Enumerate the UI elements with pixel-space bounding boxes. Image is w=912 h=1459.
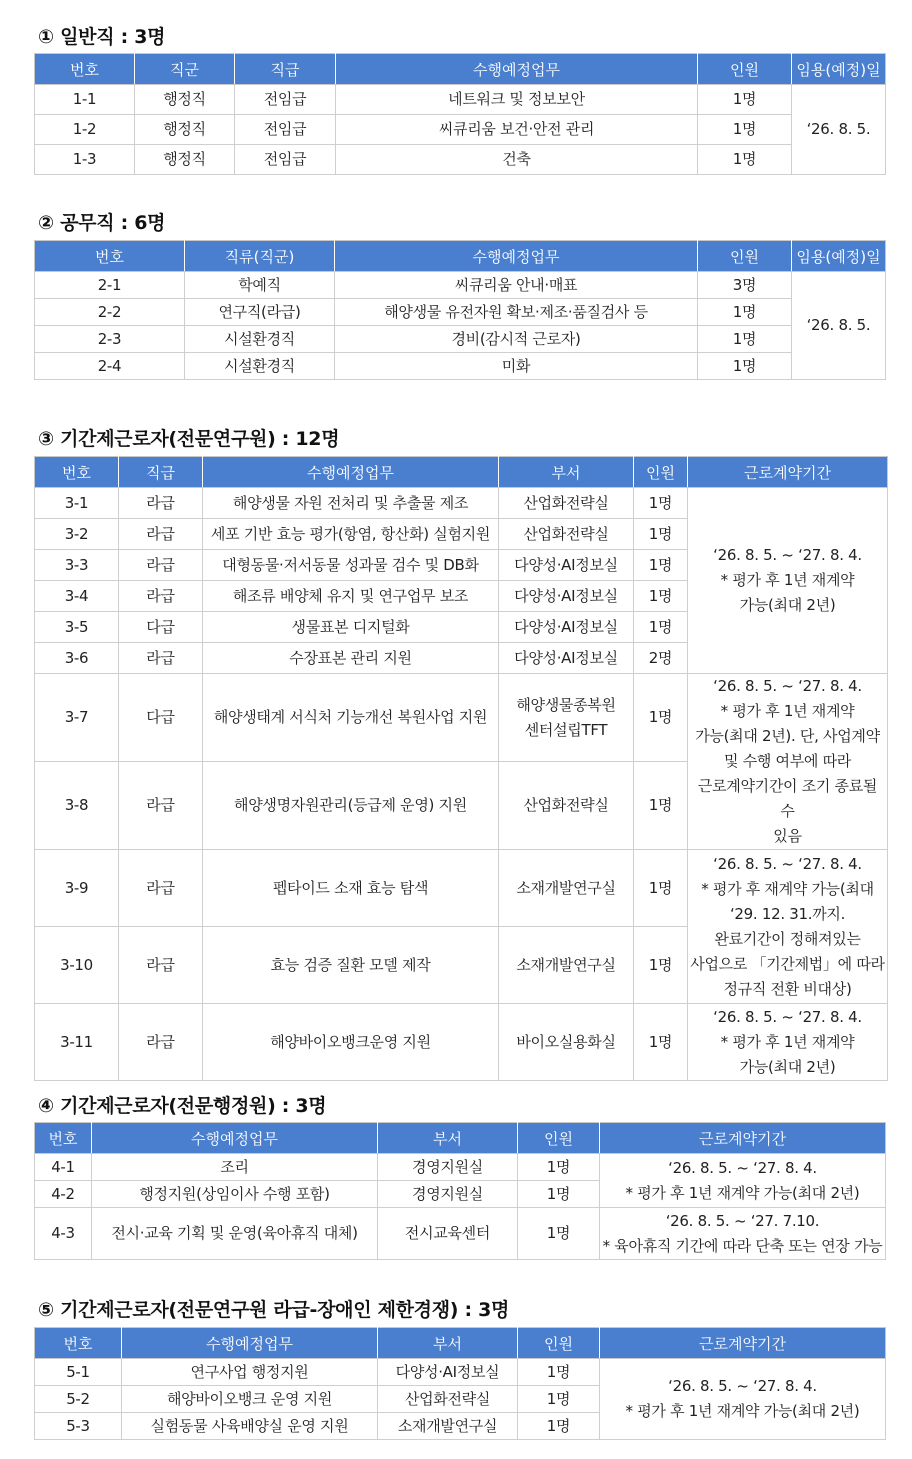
table-row (35, 145, 886, 175)
cell: 라급 (119, 762, 203, 850)
cell: 조리 (92, 1154, 378, 1181)
contract-period (688, 674, 888, 850)
cell: 소재개발연구실 (378, 1413, 518, 1440)
cell: 1명 (698, 85, 792, 115)
period-line: 완료기간이 정해져있는 (714, 929, 861, 948)
col-header: 번호 (35, 457, 119, 488)
period-line: 및 수행 여부에 따라 (724, 752, 851, 770)
contract-period (688, 488, 888, 674)
table-row (35, 272, 886, 299)
cell: 5-1 (35, 1359, 122, 1386)
col-header: 근로계약기간 (688, 457, 888, 488)
col-header: 직류(직군) (185, 241, 335, 272)
contract-period (600, 1154, 886, 1208)
cell: 1명 (518, 1208, 600, 1260)
period-line: ‘26. 8. 5. ~ ‘27. 8. 4. (713, 546, 862, 564)
cell: 1명 (634, 850, 688, 927)
cell: 1명 (698, 353, 792, 380)
cell: 연구직(라급) (185, 299, 335, 326)
period-line: ‘26. 8. 5. ~ ‘27. 8. 4. (713, 1007, 862, 1026)
cell: 3-2 (35, 519, 119, 550)
table-row (35, 353, 886, 380)
cell: 1명 (518, 1359, 600, 1386)
cell: 3-11 (35, 1004, 119, 1081)
cell: 경비(감시적 근로자) (335, 326, 698, 353)
col-header: 직군 (135, 54, 235, 85)
table-row (35, 850, 888, 927)
cell: 학예직 (185, 272, 335, 299)
cell: 1명 (518, 1386, 600, 1413)
cell: 1명 (634, 519, 688, 550)
cell: 1명 (518, 1154, 600, 1181)
col-header: 수행예정업무 (203, 457, 499, 488)
table-header (35, 457, 888, 488)
cell: 씨큐리움 안내·매표 (335, 272, 698, 299)
period-line: * 평가 후 1년 재계약 가능(최대 2년) (625, 1402, 860, 1420)
appointment-date: ‘26. 8. 5. (792, 85, 886, 175)
cell: 미화 (335, 353, 698, 380)
cell: 1-1 (35, 85, 135, 115)
cell: 1명 (634, 762, 688, 850)
cell: 라급 (119, 1004, 203, 1081)
table-row (35, 85, 886, 115)
table-row (35, 1004, 888, 1081)
cell: 1명 (698, 145, 792, 175)
cell: 전임급 (235, 115, 336, 145)
cell: 네트워크 및 정보보안 (336, 85, 698, 115)
period-line: ‘26. 8. 5. ~ ‘27. 8. 4. (713, 677, 862, 695)
section-3-table (34, 456, 888, 1081)
table-header (35, 1123, 886, 1154)
col-header: 부서 (378, 1328, 518, 1359)
cell: 라급 (119, 581, 203, 612)
col-header: 인원 (698, 241, 792, 272)
contract-period (600, 1359, 886, 1440)
cell: 시설환경직 (185, 326, 335, 353)
cell (499, 674, 634, 762)
section-2-table (34, 240, 886, 380)
cell: 라급 (119, 643, 203, 674)
cell: 다급 (119, 612, 203, 643)
contract-period (688, 1004, 888, 1081)
table-header (35, 1328, 886, 1359)
cell: 2명 (634, 643, 688, 674)
cell: 펩타이드 소재 효능 탐색 (203, 850, 499, 927)
period-line: ‘26. 8. 5. ~ ‘27. 8. 4. (713, 854, 862, 873)
cell: 3명 (698, 272, 792, 299)
cell: 실험동물 사육배양실 운영 지원 (122, 1413, 378, 1440)
section-5-title: ⑤ 기간제근로자(전문연구원 라급-장애인 제한경쟁) : 3명 (38, 1299, 510, 1321)
col-header: 인원 (634, 457, 688, 488)
cell: 1명 (698, 115, 792, 145)
col-header: 인원 (518, 1123, 600, 1154)
cell: 2-4 (35, 353, 185, 380)
cell: 1명 (634, 550, 688, 581)
col-header: 부서 (499, 457, 634, 488)
section-2-title: ② 공무직 : 6명 (38, 212, 166, 234)
cell: 산업화전략실 (499, 762, 634, 850)
cell: 2-3 (35, 326, 185, 353)
col-header: 직급 (119, 457, 203, 488)
cell: 1명 (698, 326, 792, 353)
cell: 산업화전략실 (499, 519, 634, 550)
col-header: 인원 (518, 1328, 600, 1359)
cell: 1명 (634, 674, 688, 762)
cell: 3-1 (35, 488, 119, 519)
cell: 2-1 (35, 272, 185, 299)
cell: 1-3 (35, 145, 135, 175)
contract-period (688, 850, 888, 1004)
cell: 3-3 (35, 550, 119, 581)
dept-line: 해양생물종복원 (516, 695, 616, 714)
section-4-title: ④ 기간제근로자(전문행정원) : 3명 (38, 1095, 327, 1117)
cell: 수장표본 관리 지원 (203, 643, 499, 674)
cell: 행정직 (135, 115, 235, 145)
period-line: * 평가 후 1년 재계약 (720, 571, 855, 589)
cell: 1명 (634, 488, 688, 519)
cell: 3-4 (35, 581, 119, 612)
period-line: 사업으로 「기간제법」에 따라 (690, 954, 885, 973)
cell: 산업화전략실 (378, 1386, 518, 1413)
period-line: 정규직 전환 비대상) (723, 979, 852, 998)
appointment-date: ‘26. 8. 5. (792, 272, 886, 380)
cell: 라급 (119, 519, 203, 550)
table-header (35, 54, 886, 85)
table-row (35, 326, 886, 353)
cell: 다양성·AI정보실 (499, 550, 634, 581)
cell: 3-10 (35, 927, 119, 1004)
period-line: 있음 (773, 827, 802, 845)
cell: 다양성·AI정보실 (378, 1359, 518, 1386)
cell: 1명 (634, 581, 688, 612)
period-line: ‘26. 8. 5. ~ ‘27. 8. 4. (668, 1158, 817, 1177)
cell: 3-6 (35, 643, 119, 674)
col-header: 번호 (35, 1328, 122, 1359)
cell: 행정직 (135, 85, 235, 115)
period-line: * 평가 후 1년 재계약 가능(최대 2년) (625, 1183, 860, 1202)
cell: 라급 (119, 550, 203, 581)
section-3-title: ③ 기간제근로자(전문연구원) : 12명 (38, 428, 340, 450)
cell: 다양성·AI정보실 (499, 643, 634, 674)
cell: 행정직 (135, 145, 235, 175)
cell: 3-5 (35, 612, 119, 643)
section-1-table (34, 53, 886, 175)
table-row (35, 674, 888, 762)
section-5-table (34, 1327, 886, 1440)
cell: 1명 (634, 612, 688, 643)
cell: 산업화전략실 (499, 488, 634, 519)
period-line: * 평가 후 1년 재계약 (720, 702, 855, 720)
cell: 1명 (634, 1004, 688, 1081)
cell: 1명 (634, 927, 688, 1004)
cell: 1명 (698, 299, 792, 326)
table-row (35, 488, 888, 519)
cell: 다양성·AI정보실 (499, 581, 634, 612)
col-header: 번호 (35, 241, 185, 272)
cell: 행정지원(상임이사 수행 포함) (92, 1181, 378, 1208)
cell: 1명 (518, 1181, 600, 1208)
table-row (35, 1208, 886, 1260)
col-header: 임용(예정)일 (792, 241, 886, 272)
cell: 다양성·AI정보실 (499, 612, 634, 643)
cell: 건축 (336, 145, 698, 175)
cell: 다급 (119, 674, 203, 762)
cell: 라급 (119, 488, 203, 519)
cell: 해조류 배양체 유지 및 연구업무 보조 (203, 581, 499, 612)
cell: 1명 (518, 1413, 600, 1440)
col-header: 부서 (378, 1123, 518, 1154)
cell: 4-2 (35, 1181, 92, 1208)
cell: 전임급 (235, 85, 336, 115)
col-header: 수행예정업무 (122, 1328, 378, 1359)
col-header: 직급 (235, 54, 336, 85)
cell: 시설환경직 (185, 353, 335, 380)
period-line: ‘26. 8. 5. ~ ‘27. 8. 4. (668, 1377, 817, 1395)
col-header: 수행예정업무 (335, 241, 698, 272)
cell: 소재개발연구실 (499, 927, 634, 1004)
period-line: ‘26. 8. 5. ~ ‘27. 7.10. (665, 1211, 820, 1230)
section-4-table (34, 1122, 886, 1260)
col-header: 근로계약기간 (600, 1328, 886, 1359)
table-header (35, 241, 886, 272)
cell: 연구사업 행정지원 (122, 1359, 378, 1386)
period-line: * 평가 후 1년 재계약 (720, 1032, 855, 1051)
cell: 전시·교육 기획 및 운영(육아휴직 대체) (92, 1208, 378, 1260)
cell: 해양생명자원관리(등급제 운영) 지원 (203, 762, 499, 850)
cell: 경영지원실 (378, 1154, 518, 1181)
table-row (35, 1359, 886, 1386)
cell: 경영지원실 (378, 1181, 518, 1208)
cell: 씨큐리움 보건·안전 관리 (336, 115, 698, 145)
cell: 4-3 (35, 1208, 92, 1260)
col-header: 번호 (35, 1123, 92, 1154)
cell: 5-2 (35, 1386, 122, 1413)
period-line: 가능(최대 2년) (739, 1057, 836, 1076)
cell: 세포 기반 효능 평가(항염, 항산화) 실험지원 (203, 519, 499, 550)
cell: 해양생태계 서식처 기능개선 복원사업 지원 (203, 674, 499, 762)
col-header: 근로계약기간 (600, 1123, 886, 1154)
cell: 효능 검증 질환 모델 제작 (203, 927, 499, 1004)
cell: 해양바이오뱅크운영 지원 (203, 1004, 499, 1081)
contract-period (600, 1208, 886, 1260)
period-line: 가능(최대 2년) (739, 596, 836, 614)
cell: 라급 (119, 927, 203, 1004)
cell: 1-2 (35, 115, 135, 145)
period-line: * 평가 후 재계약 가능(최대 (701, 879, 874, 898)
cell: 해양바이오뱅크 운영 지원 (122, 1386, 378, 1413)
period-line: 가능(최대 2년). 단, 사업계약 (695, 727, 880, 745)
table-row (35, 115, 886, 145)
cell: 2-2 (35, 299, 185, 326)
col-header: 번호 (35, 54, 135, 85)
cell: 3-7 (35, 674, 119, 762)
table-row (35, 299, 886, 326)
period-line: ‘29. 12. 31.까지. (729, 904, 846, 923)
period-line: * 육아휴직 기간에 따라 단축 또는 연장 가능 (602, 1236, 883, 1255)
period-line: 근로계약기간이 조기 종료될 수 (697, 777, 878, 820)
cell: 바이오실용화실 (499, 1004, 634, 1081)
cell: 3-8 (35, 762, 119, 850)
cell: 전임급 (235, 145, 336, 175)
dept-line: 센터설립TFT (524, 720, 608, 739)
table-row (35, 1154, 886, 1181)
cell: 소재개발연구실 (499, 850, 634, 927)
col-header: 인원 (698, 54, 792, 85)
cell: 생물표본 디지털화 (203, 612, 499, 643)
col-header: 임용(예정)일 (792, 54, 886, 85)
col-header: 수행예정업무 (92, 1123, 378, 1154)
cell: 4-1 (35, 1154, 92, 1181)
cell: 해양생물 자원 전처리 및 추출물 제조 (203, 488, 499, 519)
col-header: 수행예정업무 (336, 54, 698, 85)
cell: 해양생물 유전자원 확보·제조·품질검사 등 (335, 299, 698, 326)
cell: 라급 (119, 850, 203, 927)
cell: 5-3 (35, 1413, 122, 1440)
cell: 대형동물·저서동물 성과물 검수 및 DB화 (203, 550, 499, 581)
cell: 3-9 (35, 850, 119, 927)
cell: 전시교육센터 (378, 1208, 518, 1260)
section-1-title: ① 일반직 : 3명 (38, 26, 166, 48)
